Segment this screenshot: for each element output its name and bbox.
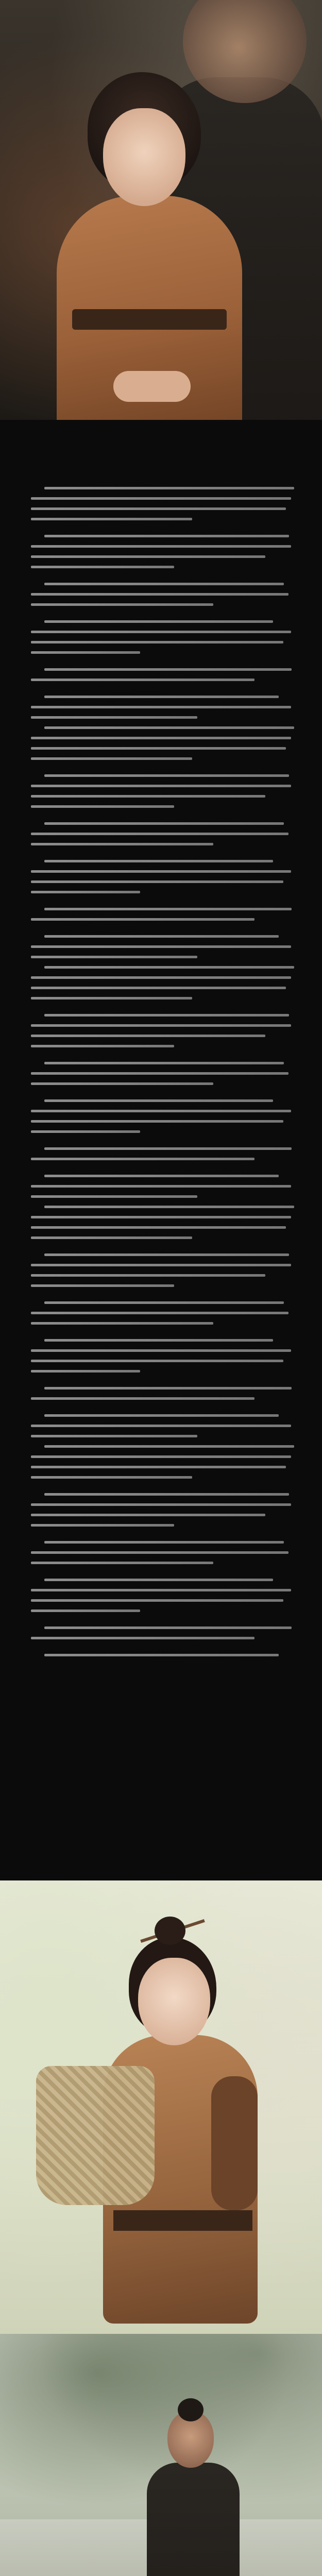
body-text-line xyxy=(44,1579,273,1581)
body-text-line xyxy=(31,518,192,520)
body-text-line xyxy=(31,747,286,750)
photo-girl-and-man xyxy=(0,0,322,420)
body-text-line xyxy=(31,1397,255,1400)
body-text-line xyxy=(31,1466,286,1468)
body-text-line xyxy=(31,1551,289,1554)
body-text-line xyxy=(31,1425,291,1427)
body-text-line xyxy=(31,1514,265,1516)
body-text-line xyxy=(31,976,291,979)
body-text-line xyxy=(44,1626,292,1629)
body-text-line xyxy=(31,1158,255,1160)
body-text-line xyxy=(44,535,289,537)
body-text-line xyxy=(44,1099,273,1102)
body-text-line xyxy=(31,918,255,921)
article-text-block xyxy=(0,420,322,1880)
body-text-line xyxy=(31,1185,291,1188)
body-text-line xyxy=(44,726,294,729)
body-text-line xyxy=(31,1082,213,1085)
body-text-line xyxy=(31,716,197,719)
body-text-line xyxy=(31,1195,197,1198)
body-text-line xyxy=(31,1312,289,1314)
body-text-line xyxy=(44,1541,284,1544)
photo-girl-with-basket xyxy=(0,1880,322,2334)
body-text-line xyxy=(44,1654,279,1656)
body-text-line xyxy=(31,1130,140,1133)
body-text-line xyxy=(44,1414,279,1417)
body-text-line xyxy=(31,1360,283,1362)
body-text-line xyxy=(31,1476,192,1479)
photo-man-and-girl-on-pier xyxy=(0,2334,322,2576)
body-text-line xyxy=(44,1445,294,1448)
man-hair-bun xyxy=(178,2398,204,2421)
body-text-line xyxy=(31,593,289,596)
body-text-line xyxy=(31,1024,291,1027)
body-text-line xyxy=(44,1175,279,1177)
body-text-line xyxy=(31,1236,192,1239)
body-text-line xyxy=(31,1264,291,1266)
body-text-line xyxy=(31,843,213,845)
body-text-line xyxy=(31,1455,291,1458)
body-text-line xyxy=(44,1301,284,1304)
body-text-line xyxy=(31,945,291,948)
body-text-line xyxy=(31,757,192,760)
body-text-line xyxy=(31,603,213,606)
girl-sleeve xyxy=(211,2076,258,2210)
body-text-line xyxy=(31,1637,255,1639)
body-text-line xyxy=(31,706,291,708)
body-text-line xyxy=(31,1435,197,1437)
body-text-line xyxy=(44,487,294,489)
body-text-line xyxy=(31,1503,291,1506)
body-text-line xyxy=(44,1062,284,1064)
body-text-line xyxy=(31,1589,291,1591)
body-text-line xyxy=(44,1147,292,1150)
body-text-line xyxy=(31,1072,289,1075)
body-text-line xyxy=(44,620,273,623)
body-text-line xyxy=(31,679,255,681)
body-text-line xyxy=(31,1370,140,1372)
body-text-line xyxy=(31,566,174,568)
body-text-line xyxy=(31,1284,174,1287)
body-text-line xyxy=(31,1599,283,1602)
body-text-line xyxy=(31,987,286,989)
body-text-line xyxy=(31,956,197,958)
body-text-line xyxy=(44,668,292,671)
body-text-line xyxy=(44,822,284,825)
body-text-line xyxy=(31,507,286,510)
robe-belt xyxy=(113,2210,252,2231)
body-text-line xyxy=(44,774,289,777)
body-text-line xyxy=(31,805,174,808)
body-text-line xyxy=(31,795,265,798)
body-text-line xyxy=(31,641,283,643)
body-text-line xyxy=(31,1226,286,1229)
body-text-line xyxy=(31,497,291,500)
body-text-line xyxy=(31,1322,213,1325)
body-text-line xyxy=(31,1110,291,1112)
robe-belt xyxy=(72,309,227,330)
body-text-line xyxy=(44,1206,294,1208)
body-text-line xyxy=(31,737,291,739)
body-text-line xyxy=(31,1035,265,1037)
body-text-line xyxy=(31,833,289,835)
body-text-line xyxy=(31,1120,283,1123)
body-text-line xyxy=(44,696,279,698)
body-text-line xyxy=(44,1253,289,1256)
body-text-line xyxy=(31,1216,291,1218)
body-text-line xyxy=(31,545,291,548)
body-text-line xyxy=(44,935,279,938)
body-text-line xyxy=(31,997,192,999)
article-body xyxy=(31,487,291,1664)
body-text-line xyxy=(31,870,291,873)
body-text-line xyxy=(31,1274,265,1277)
body-text-line xyxy=(31,1349,291,1352)
body-text-line xyxy=(44,966,294,969)
body-text-line xyxy=(31,1524,174,1527)
body-text-line xyxy=(44,1014,289,1016)
body-text-line xyxy=(44,1339,273,1342)
body-text-line xyxy=(31,1609,140,1612)
girl-face xyxy=(138,1958,210,2045)
body-text-line xyxy=(44,583,284,585)
body-text-line xyxy=(44,908,292,910)
body-text-line xyxy=(31,651,140,654)
girl-hands xyxy=(113,371,191,402)
body-text-line xyxy=(31,880,283,883)
body-text-line xyxy=(31,891,140,893)
article-title-row xyxy=(0,451,322,464)
body-text-line xyxy=(31,1562,213,1564)
man-figure xyxy=(147,2463,240,2576)
body-text-line xyxy=(31,1045,174,1047)
girl-face xyxy=(103,108,185,206)
body-text-line xyxy=(44,1493,289,1496)
body-text-line xyxy=(44,860,273,862)
body-text-line xyxy=(31,631,291,633)
hair-bun xyxy=(155,1917,185,1945)
body-text-line xyxy=(31,555,265,558)
woven-basket xyxy=(36,2066,155,2205)
body-text-line xyxy=(31,785,291,787)
body-text-line xyxy=(44,1387,292,1389)
